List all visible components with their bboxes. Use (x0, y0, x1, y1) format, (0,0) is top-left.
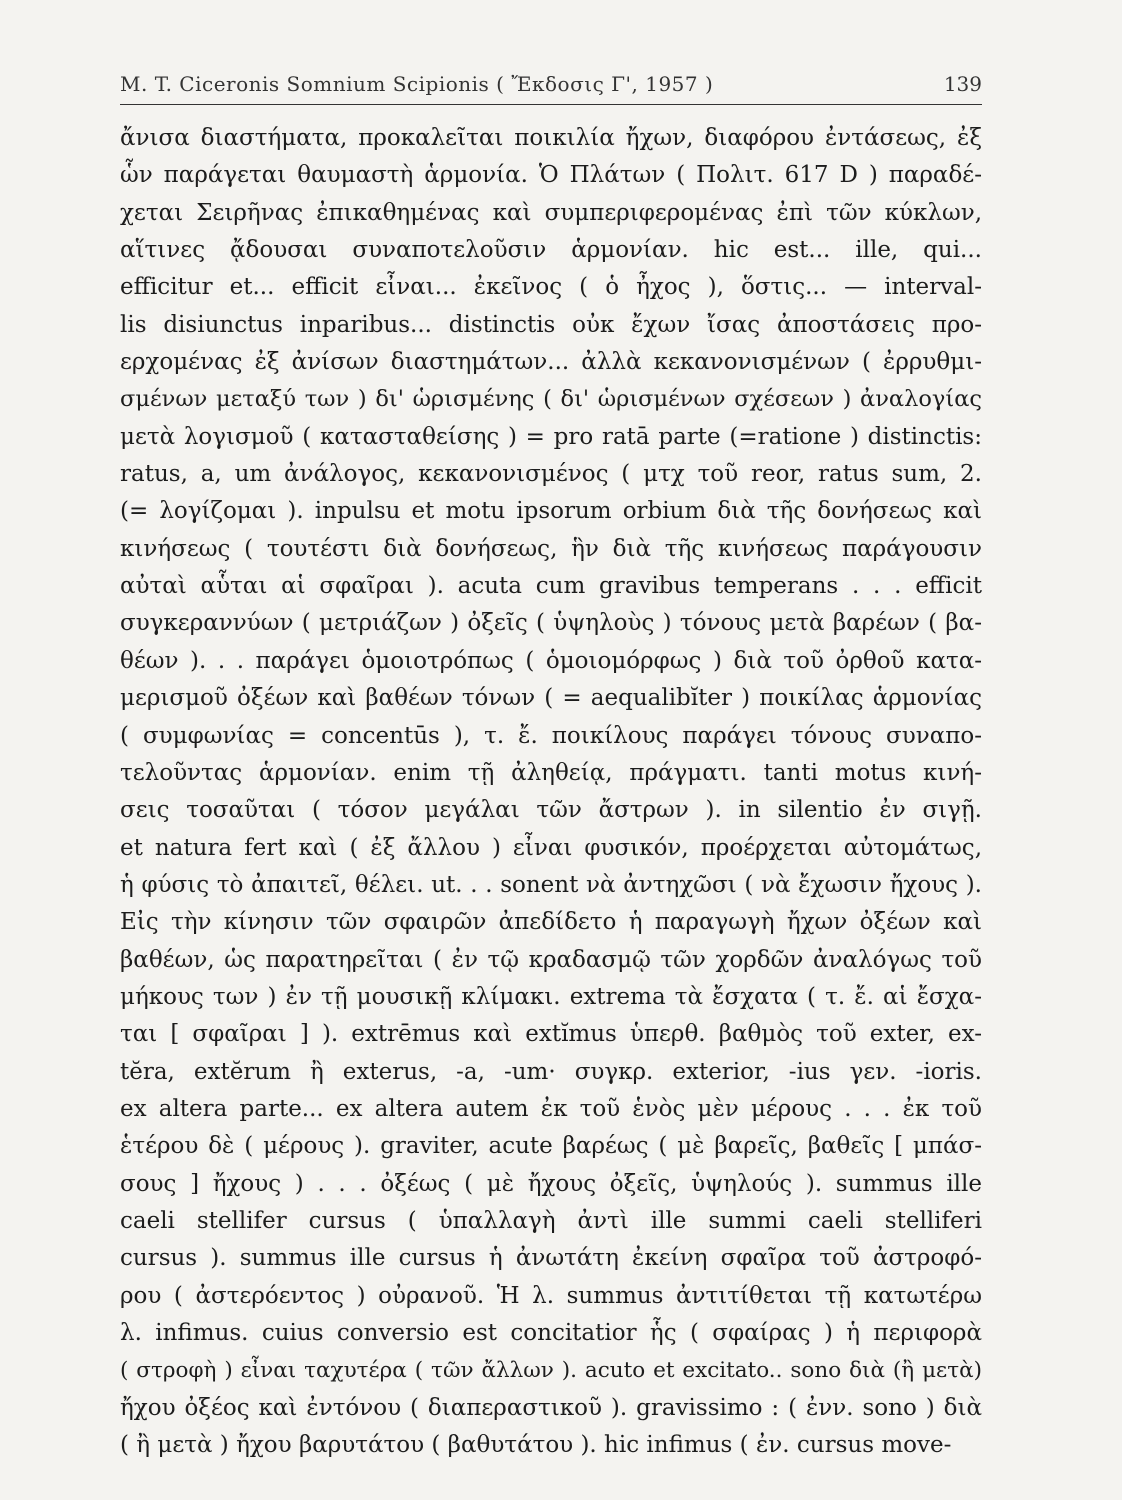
text-line: χεται Σειρῆνας ἐπικαθημένας καὶ συμπεριφερομένας ἐπὶ τῶν κύκλων, (120, 199, 982, 226)
text-line: ἑτέρου δὲ ( μέρους ). graviter, acute βαρέως ( μὲ βαρεῖς, βαθεῖς [ μπάσ- (120, 1133, 982, 1160)
text-line: ratus, a, um ἀνάλογος, κεκανονισμένος ( μτχ τοῦ reor, ratus sum, 2. (120, 461, 982, 488)
text-line: tĕra, extĕrum ἢ exterus, -a, -um· συγκρ. exterior, -ius γεν. -ioris. (120, 1058, 982, 1085)
text-line: (= λογίζομαι ). inpulsu et motu ipsorum orbium διὰ τῆς δονήσεως καὶ (120, 498, 982, 525)
text-line: θέων ). . . παράγει ὁμοιοτρόπως ( ὁμοιομόρφως ) διὰ τοῦ ὀρθοῦ κατα- (120, 647, 982, 674)
text-line: τελοῦντας ἁρμονίαν. enim τῇ ἀληθείᾳ, πράγματι. tanti motus κινή- (120, 759, 982, 786)
text-line: ( ἢ μετὰ ) ἤχου βαρυτάτου ( βαθυτάτου ). hic infimus ( ἐν. cursus move- (120, 1432, 952, 1459)
text-line: ται [ σφαῖραι ] ). extrēmus καὶ extĭmus ὑπερθ. βαθμὸς τοῦ exter, ex- (120, 1021, 982, 1048)
text-line: αὐταὶ αὗται αἱ σφαῖραι ). acuta cum gravibus temperans . . . efficit (120, 573, 982, 600)
text-line: αἵτινες ᾄδουσαι συναποτελοῦσιν ἁρμονίαν. hic est... ille, qui... (120, 237, 982, 264)
text-line: et natura fert καὶ ( ἐξ ἄλλου ) εἶναι φυσικόν, προέρχεται αὐτομάτως, (120, 834, 982, 861)
text-line: μερισμοῦ ὀξέων καὶ βαθέων τόνων ( = aequalibĭter ) ποικίλας ἁρμονίας (120, 685, 982, 712)
text-line: cursus ). summus ille cursus ἡ ἀνωτάτη ἐκείνη σφαῖρα τοῦ ἀστροφό- (120, 1245, 982, 1272)
text-line: κινήσεως ( τουτέστι διὰ δονήσεως, ἣν διὰ τῆς κινήσεως παράγουσιν (120, 535, 982, 562)
text-line: Εἰς τὴν κίνησιν τῶν σφαιρῶν ἀπεδίδετο ἡ παραγωγὴ ἤχων ὀξέων καὶ (120, 909, 982, 936)
text-line: συγκεραννύων ( μετριάζων ) ὀξεῖς ( ὑψηλοὺς ) τόνους μετὰ βαρέων ( βα- (120, 610, 982, 637)
text-line: μήκους των ) ἐν τῇ μουσικῇ κλίμακι. extrema τὰ ἔσχατα ( τ. ἔ. αἱ ἔσχα- (120, 983, 982, 1010)
text-line: ( στροφὴ ) εἶναι ταχυτέρα ( τῶν ἄλλων ). acuto et excitato.. sono διὰ (ἢ μετὰ) (120, 1358, 982, 1384)
text-line: ( συμφωνίας = concentūs ), τ. ἔ. ποικίλους παράγει τόνους συναπο- (120, 722, 982, 749)
text-line: λ. infimus. cuius conversio est concitatior ἧς ( σφαίρας ) ἡ περιφορὰ (120, 1320, 982, 1346)
text-line: σους ] ἤχους ) . . . ὀξέως ( μὲ ἤχους ὀξεῖς, ὑψηλούς ). summus ille (120, 1170, 982, 1197)
running-header (120, 66, 982, 105)
text-line: ερχομένας ἐξ ἀνίσων διαστημάτων... ἀλλὰ κεκανονισμένων ( ἐρρυθμι- (120, 349, 982, 376)
text-line: caeli stellifer cursus ( ὑπαλλαγὴ ἀντὶ ille summi caeli stelliferi (120, 1207, 982, 1234)
text-line: ἄνισα διαστήματα, προκαλεῖται ποικιλία ἤχων, διαφόρου ἐντάσεως, ἐξ (120, 125, 982, 151)
page-body-text (120, 120, 982, 1464)
text-line: efficitur et... efficit εἶναι... ἐκεῖνος ( ὁ ἦχος ), ὅστις... — interval- (120, 274, 982, 301)
text-line: σεις τοσαῦται ( τόσον μεγάλαι τῶν ἄστρων ). in silentio ἐν σιγῇ. (120, 797, 982, 824)
text-line: lis disiunctus inparibus... distinctis οὐκ ἔχων ἴσας ἀποστάσεις προ- (120, 311, 982, 338)
header-title: M. T. Ciceronis Somnium Scipionis ( Ἔκδοσις Γ', 1957 ) (120, 72, 714, 96)
page-number: 139 (943, 72, 982, 96)
text-line: ρου ( ἀστερόεντος ) οὐρανοῦ. Ἡ λ. summus ἀντιτίθεται τῇ κατωτέρω (120, 1282, 982, 1309)
text-line: βαθέων, ὡς παρατηρεῖται ( ἐν τῷ κραδασμῷ τῶν χορδῶν ἀναλόγως τοῦ (120, 946, 982, 973)
text-line: ἡ φύσις τὸ ἀπαιτεῖ, θέλει. ut. . . sonent νὰ ἀντηχῶσι ( νὰ ἔχωσιν ἤχους ). (120, 871, 982, 898)
text-line: ὧν παράγεται θαυμαστὴ ἁρμονία. Ὁ Πλάτων ( Πολιτ. 617 D ) παραδέ- (120, 162, 982, 189)
text-line: ἤχου ὀξέος καὶ ἐντόνου ( διαπεραστικοῦ ). gravissimo : ( ἐνν. sono ) διὰ (120, 1394, 982, 1421)
text-line: ex altera parte... ex altera autem ἐκ τοῦ ἑνὸς μὲν μέρους . . . ἐκ τοῦ (120, 1095, 982, 1122)
text-line: μετὰ λογισμοῦ ( κατασταθείσης ) = pro ratā parte (=ratione ) distinctis: (120, 423, 982, 450)
text-line: σμένων μεταξύ των ) δι' ὡρισμένης ( δι' ὡρισμένων σχέσεων ) ἀναλογίας (120, 386, 982, 413)
